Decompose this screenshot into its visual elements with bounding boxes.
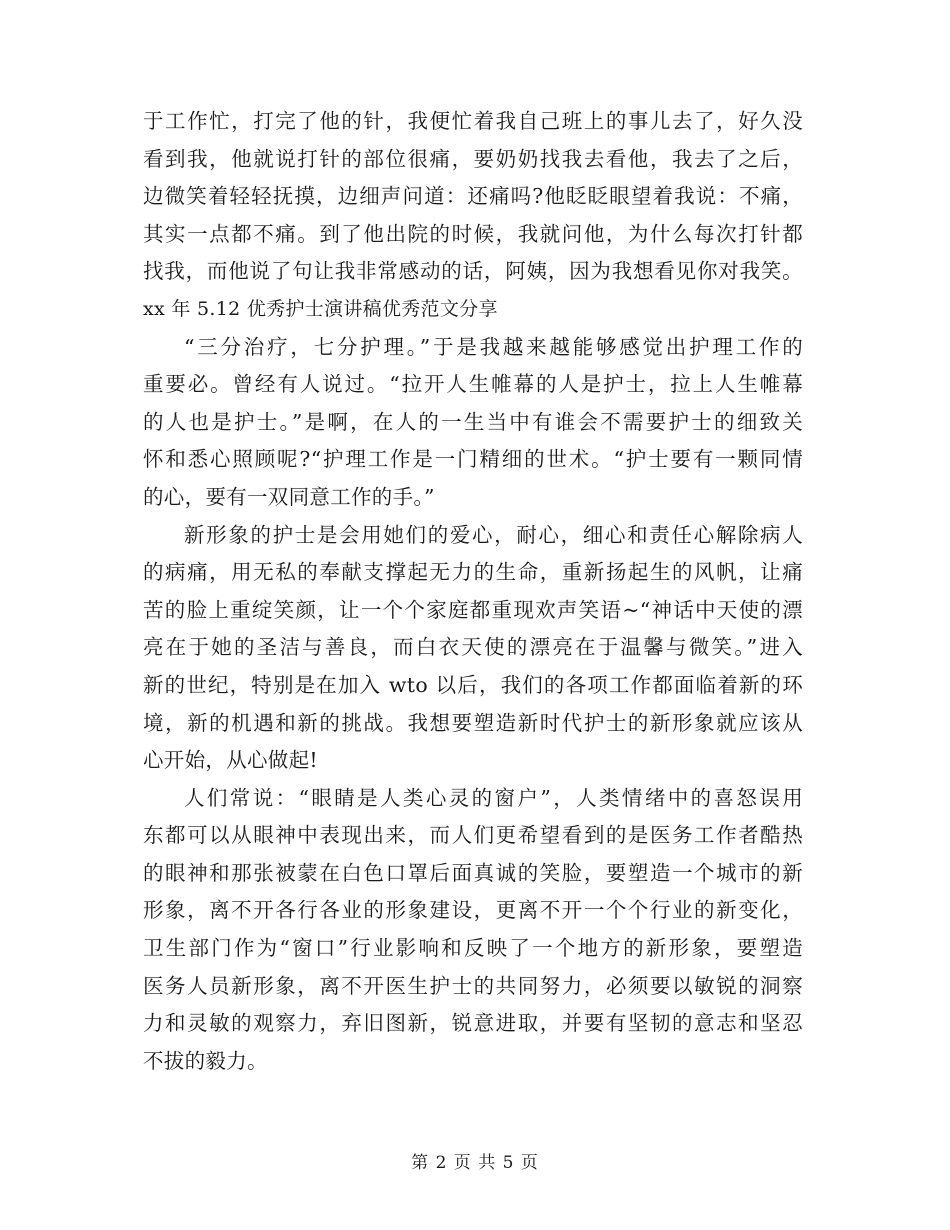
text-line: 医务人员新形象，离不开医生护士的共同努力，必须要以敏锐的洞察 [143,973,803,998]
text-line: 的病痛，用无私的奉献支撑起无力的生命，重新扬起生的风帆，让痛 [143,560,803,585]
text-line: 东都可以从眼神中表现出来，而人们更希望看到的是医务工作者酷热 [143,823,803,848]
page-number-footer: 第 2 页 共 5 页 [411,1153,539,1173]
text-line: 力和灵敏的观察力，弃旧图新，锐意进取，并要有坚韧的意志和坚忍 [143,1011,803,1036]
text-line: 心开始，从心做起! [143,748,318,773]
text-line: 找我，而他说了句让我非常感动的话，阿姨，因为我想看见你对我笑。 [143,259,803,284]
paragraph [143,517,803,780]
text-line: 苦的脸上重绽笑颜，让一个个家庭都重现欢声笑语~“神话中天使的漂 [143,597,803,622]
text-line: 的人也是护士。”是啊，在人的一生当中有谁会不需要护士的细致关 [143,409,803,434]
text-line: 人们常说：“眼睛是人类心灵的窗户”，人类情绪中的喜怒误用 [184,785,803,810]
text-line: 不拔的毅力。 [143,1048,268,1073]
text-line: 新的世纪，特别是在加入 wto 以后，我们的各项工作都面临着新的环 [143,672,803,697]
section-heading [143,291,803,329]
document-body [143,103,803,1080]
text-line: 看到我，他就说打针的部位很痛，要奶奶找我去看他，我去了之后， [143,146,803,171]
text-line: 的心，要有一双同意工作的手。” [143,484,435,509]
text-line: 重要必。曾经有人说过。“拉开人生帷幕的人是护士，拉上人生帷幕 [143,372,803,397]
text-line: 的眼神和那张被蒙在白色口罩后面真诚的笑脸，要塑造一个城市的新 [143,860,803,885]
paragraph [143,780,803,1081]
text-line: 亮在于她的圣洁与善良，而白衣天使的漂亮在于温馨与微笑。”进入 [143,635,803,660]
heading-line: xx 年 5.12 优秀护士演讲稿优秀范文分享 [143,297,498,320]
text-line: “三分治疗，七分护理。”于是我越来越能够感觉出护理工作的 [184,334,803,359]
text-line: 卫生部门作为“窗口”行业影响和反映了一个地方的新形象，要塑造 [143,936,803,961]
text-line: 于工作忙，打完了他的针，我便忙着我自己班上的事儿去了，好久没 [143,109,803,133]
text-line: 形象，离不开各行各业的形象建设，更离不开一个个行业的新变化， [143,898,803,923]
text-line: 新形象的护士是会用她们的爱心，耐心，细心和责任心解除病人 [184,522,803,547]
paragraph [143,329,803,517]
paragraph-continuation [143,103,803,291]
text-line: 境，新的机遇和新的挑战。我想要塑造新时代护士的新形象就应该从 [143,710,803,735]
text-line: 怀和悉心照顾呢?“护理工作是一门精细的世术。“护士要有一颗同情 [143,447,803,472]
text-line: 其实一点都不痛。到了他出院的时候，我就问他，为什么每次打针都 [143,221,803,246]
text-line: 边微笑着轻轻抚摸，边细声问道：还痛吗?他眨眨眼望着我说：不痛， [143,184,803,209]
